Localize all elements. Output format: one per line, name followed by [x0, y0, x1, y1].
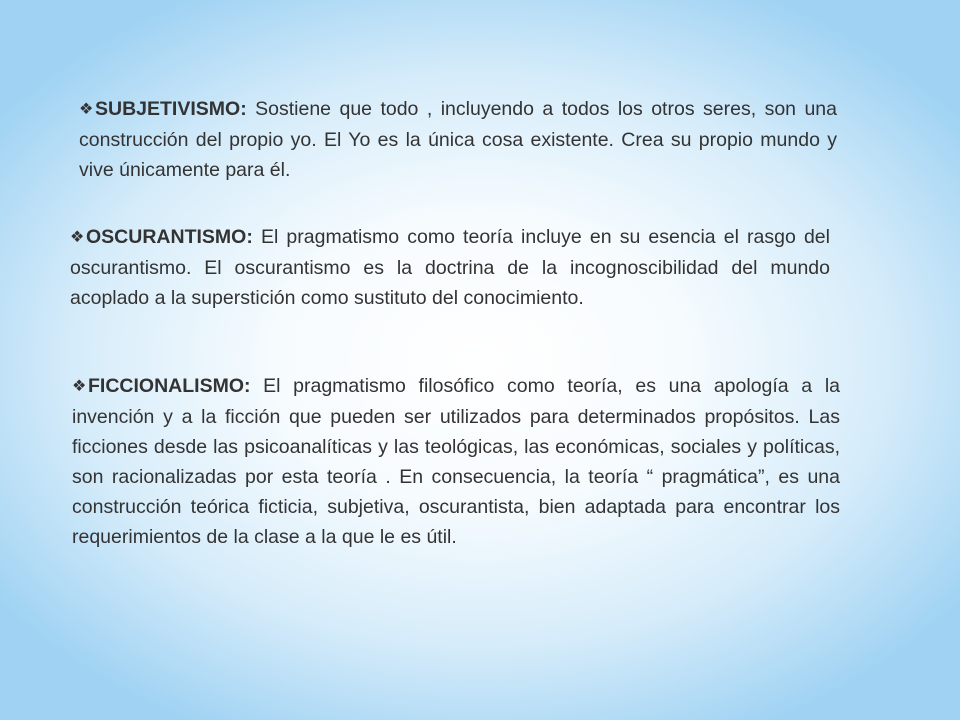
- definition-ficcionalismo: El pragmatismo filosófico como teoría, es una apología a la invención y a la ficción que pueden ser utilizados para determinados propósitos. Las ficciones desde las psicoanalíticas y las teológicas, las económicas, sociales y políticas, son racionalizadas por esta teoría . En consecuencia, la teoría “ pragmática”, es una construcción teórica ficticia, subjetiva, oscurantista, bien adaptada para encontrar los requerimientos de la clase a la que le es útil.: [72, 375, 840, 548]
- paragraph-subjetivismo: [79, 94, 837, 185]
- diamond-bullet-icon: ❖: [72, 378, 87, 395]
- paragraph-ficcionalismo: [72, 371, 840, 552]
- definition-oscurantismo: El pragmatismo como teoría incluye en su esencia el rasgo del oscurantismo. El oscurantismo es la doctrina de la incognoscibilidad del mundo acoplado a la superstición como sustituto del conocimiento.: [70, 226, 830, 309]
- paragraph-oscurantismo: [70, 222, 830, 313]
- term-subjetivismo: SUBJETIVISMO:: [95, 98, 247, 120]
- term-ficcionalismo: FICCIONALISMO:: [88, 375, 251, 397]
- diamond-bullet-icon: ❖: [70, 229, 85, 246]
- diamond-bullet-icon: ❖: [79, 101, 94, 118]
- term-oscurantismo: OSCURANTISMO:: [86, 226, 253, 248]
- definition-subjetivismo: Sostiene que todo , incluyendo a todos los otros seres, son una construcción del propio yo. El Yo es la única cosa existente. Crea su propio mundo y vive únicamente para él.: [79, 98, 837, 181]
